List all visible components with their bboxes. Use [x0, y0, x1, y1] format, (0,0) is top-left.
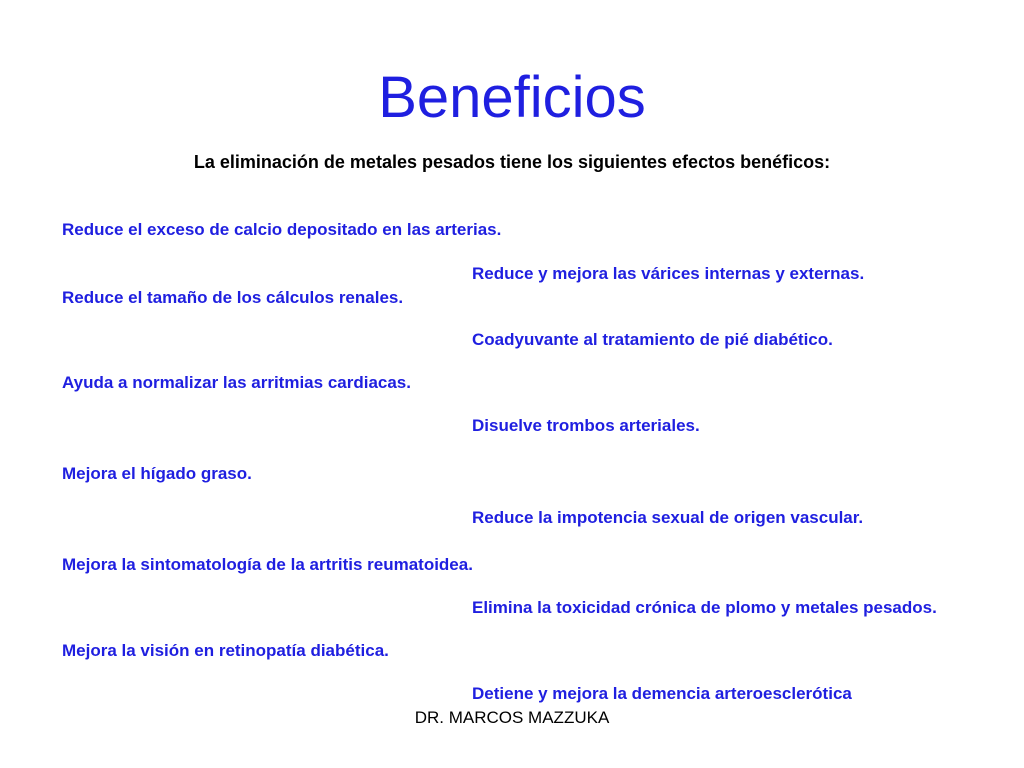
benefit-right-item: Coadyuvante al tratamiento de pié diabético.: [472, 330, 833, 349]
benefit-left-item: Mejora el hígado graso.: [62, 464, 252, 483]
slide-footer-author: DR. MARCOS MAZZUKA: [414, 708, 610, 727]
slide-subtitle: La eliminación de metales pesados tiene los siguientes efectos benéficos:: [193, 152, 831, 172]
benefit-right-item: Detiene y mejora la demencia arteroesclerótica: [472, 684, 852, 703]
benefit-right-item: Reduce y mejora las várices internas y externas.: [472, 264, 865, 283]
benefit-left-item: Mejora la sintomatología de la artritis reumatoidea.: [62, 555, 473, 574]
slide-title: Beneficios: [378, 65, 646, 130]
benefit-right-item: Reduce la impotencia sexual de origen vascular.: [472, 508, 864, 527]
benefit-right-item: Disuelve trombos arteriales.: [472, 416, 700, 435]
benefit-left-item: Ayuda a normalizar las arritmias cardiacas.: [62, 373, 411, 392]
benefit-left-item: Reduce el exceso de calcio depositado en las arterias.: [62, 220, 502, 239]
benefit-right-item: Elimina la toxicidad crónica de plomo y metales pesados.: [472, 598, 937, 617]
benefit-left-item: Reduce el tamaño de los cálculos renales.: [62, 288, 404, 307]
benefit-left-item: Mejora la visión en retinopatía diabética.: [62, 641, 389, 660]
